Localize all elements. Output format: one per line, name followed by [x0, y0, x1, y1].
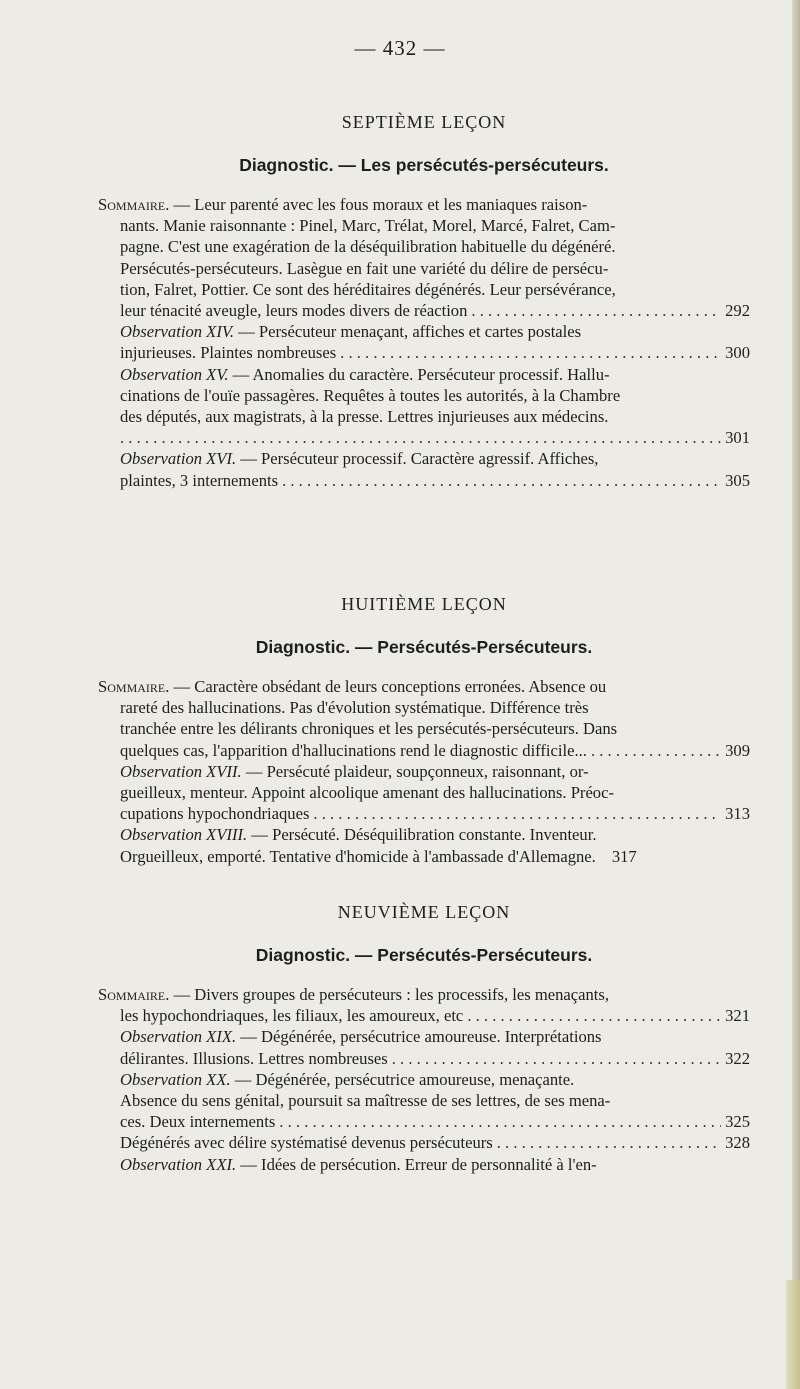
diagnostic-title: Diagnostic. — Persécutés-Persécuteurs.	[255, 637, 593, 657]
observation-entry: Observation XV. — Anomalies du caractère. Persécuteur processif. Hallu- cinations de l'ouïe passagères. Requêtes à toutes les autorités, à la Chambre des députés, aux magistrats, à la presse. Lettres injurieuses aux médecins. . . . 301	[98, 364, 750, 449]
observation-title: Observation XXI.	[120, 1154, 237, 1174]
text-line: pagne. C'est une exagération de la déséquilibration habituelle du dégénéré.	[120, 237, 616, 257]
page-ref: 301	[725, 428, 750, 448]
observation-title: Observation XV.	[120, 364, 229, 384]
page-ref: 322	[725, 1048, 750, 1068]
observation-title: Observation XIV.	[120, 322, 234, 342]
toc-line: leur ténacité aveugle, leurs modes divers de réaction . . . 292	[120, 300, 750, 321]
page-ref: 317	[611, 846, 637, 866]
toc-line: Orgueilleux, emporté. Tentative d'homicide à l'ambassade d'Allemagne. 317	[120, 846, 637, 866]
page-ref: 321	[725, 1006, 750, 1026]
sommaire-block: Sommaire. — Caractère obsédant de leurs conceptions erronées. Absence ou rareté des hallucinations. Pas d'évolution systématique. Différence très tranchée entre les délirants chroniques et les persécutés-persécuteurs. Dans quelques cas, l'apparition d'hallucinations rend le diagnostic difficile... . . . 309 Observation XVII. — Persécuté plaideur, soupçonneux, raisonnant, or- gueilleux, menteur. Appoint alcoolique amenant des hallucinations. Préoc- cupations hypochondriaques . . . 313 Observation XVIII. — Persécuté. Déséquilibration constante. Inventeur. Orgueilleux, emporté. Tentative d'homicide à l'ambassade d'Allemagne. 317	[98, 676, 750, 867]
toc-line: les hypochondriaques, les filiaux, les amoureux, etc . . . 321	[120, 1005, 750, 1026]
page-ref: 309	[725, 740, 750, 760]
text-line: nants. Manie raisonnante : Pinel, Marc, Trélat, Morel, Marcé, Falret, Cam-	[120, 216, 616, 236]
observation-entry: Observation XVI. — Persécuteur processif. Caractère agressif. Affiches, plaintes, 3 internements . . . 305	[98, 448, 750, 490]
toc-line: injurieuses. Plaintes nombreuses . . . 300	[120, 342, 750, 363]
sommaire-block	[98, 194, 750, 491]
sommaire-label: Sommaire.	[98, 195, 170, 214]
page-number: — 432 —	[354, 36, 446, 60]
observation-entry: Observation XX. — Dégénérée, persécutrice amoureuse, menaçante. Absence du sens génital, poursuit sa maîtresse de ses lettres, de ses mena- ces. Deux internements . . . 325	[98, 1069, 750, 1133]
page-ref: 325	[725, 1112, 750, 1132]
toc-line: quelques cas, l'apparition d'hallucinations rend le diagnostic difficile... . . . 309	[120, 740, 750, 761]
text-line: tion, Falret, Pottier. Ce sont des héréditaires dégénérés. Leur persévérance,	[120, 279, 616, 299]
text-line: Persécutés-persécuteurs. Lasègue en fait une variété du délire de persécu-	[120, 258, 609, 278]
lecon-title: SEPTIÈME LEÇON	[341, 112, 507, 132]
toc-line: délirantes. Illusions. Lettres nombreuses . . . 322	[120, 1048, 750, 1069]
toc-line	[120, 427, 750, 448]
sommaire-label: Sommaire.	[98, 985, 170, 1004]
text-line: — Leur parenté avec les fous moraux et les maniaques raison-	[173, 195, 588, 214]
lecon-title: HUITIÈME LEÇON	[341, 594, 507, 614]
page-ref: 292	[725, 301, 750, 321]
diagnostic-title: Diagnostic. — Persécutés-Persécuteurs.	[255, 945, 593, 965]
sommaire-block: Sommaire. — Divers groupes de persécuteurs : les processifs, les menaçants, les hypochondriaques, les filiaux, les amoureux, etc . . . 321 Observation XIX. — Dégénérée, persécutrice amoureuse. Interprétations délirantes. Illusions. Lettres nombreuses . . . 322 Observation XX. — Dégénérée, persécutrice amoureuse, menaçante. Absence du sens génital, poursuit sa maîtresse de ses lettres, de ses mena- ces. Deux internements . . . 325 Dégénérés avec délire systématisé devenus persécuteurs . . . 328 Observation XXI. — Idées de persécution. Erreur de personnalité à l'en-	[98, 984, 750, 1175]
page-ref: 300	[725, 343, 750, 363]
observation-title: Observation XVIII.	[120, 825, 248, 845]
observation-entry: Observation XIX. — Dégénérée, persécutrice amoureuse. Interprétations délirantes. Illusions. Lettres nombreuses . . . 322	[98, 1026, 750, 1068]
observation-entry: Observation XVII. — Persécuté plaideur, soupçonneux, raisonnant, or- gueilleux, menteur. Appoint alcoolique amenant des hallucinations. Préoc- cupations hypochondriaques . . . 313	[98, 761, 750, 825]
toc-line: Dégénérés avec délire systématisé devenus persécuteurs . . . 328	[120, 1132, 750, 1153]
section-septieme-lecon	[98, 112, 750, 491]
section-neuvieme-lecon	[98, 902, 750, 1175]
page-ref: 305	[725, 470, 750, 490]
observation-title: Observation XX.	[120, 1069, 231, 1089]
toc-line: cupations hypochondriaques . . . 313	[120, 803, 750, 824]
observation-entry: Observation XIV. — Persécuteur menaçant, affiches et cartes postales injurieuses. Plaintes nombreuses . . . 300	[98, 321, 750, 363]
page-ref: 313	[725, 804, 750, 824]
lecon-title: NEUVIÈME LEÇON	[337, 902, 511, 922]
toc-line: ces. Deux internements . . . 325	[120, 1111, 750, 1132]
observation-entry: Observation XXI. — Idées de persécution. Erreur de personnalité à l'en-	[120, 1154, 597, 1174]
diagnostic-title: Diagnostic. — Les persécutés-persécuteurs.	[239, 155, 609, 175]
observation-title: Observation XVI.	[120, 449, 237, 469]
observation-title: Observation XIX.	[120, 1027, 237, 1047]
observation-title: Observation XVII.	[120, 761, 242, 781]
toc-line: plaintes, 3 internements . . . 305	[120, 470, 750, 491]
observation-entry: Observation XVIII. — Persécuté. Déséquilibration constante. Inventeur. Orgueilleux, emporté. Tentative d'homicide à l'ambassade d'Allemagne. 317	[98, 824, 750, 866]
toc-entry	[98, 1132, 750, 1153]
sommaire-label: Sommaire.	[98, 677, 170, 696]
section-huitieme-lecon	[98, 594, 750, 867]
page-edge-stain	[786, 1280, 800, 1389]
page-edge	[792, 0, 800, 1389]
page-ref: 328	[725, 1133, 750, 1153]
